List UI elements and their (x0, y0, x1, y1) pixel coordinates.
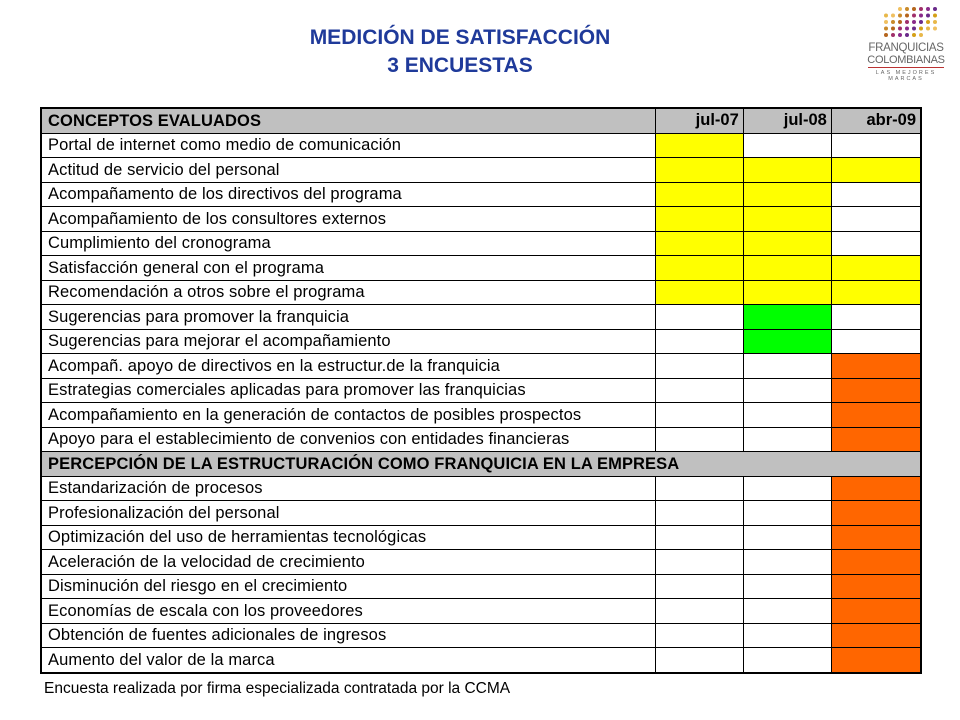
rating-cell-3 (831, 231, 920, 256)
rating-cell-3 (831, 403, 920, 428)
concept-label: Economías de escala con los proveedores (42, 599, 656, 624)
rating-cell-3 (831, 648, 920, 673)
rating-cell-2 (743, 158, 831, 183)
concept-label: Recomendación a otros sobre el programa (42, 280, 656, 305)
rating-cell-2 (743, 231, 831, 256)
rating-cell-1 (655, 329, 743, 354)
logo-name-line-1: FRANQUICIAS (868, 42, 944, 54)
table-row (42, 403, 921, 428)
rating-cell-2 (743, 378, 831, 403)
table-row (42, 305, 921, 330)
logo-dot (884, 14, 888, 18)
table-row (42, 354, 921, 379)
rating-cell-1 (655, 550, 743, 575)
rating-cell-2 (743, 476, 831, 501)
table-row (42, 623, 921, 648)
rating-cell-2 (743, 354, 831, 379)
rating-cell-3 (831, 305, 920, 330)
rating-cell-2 (743, 550, 831, 575)
logo-dot (912, 14, 916, 18)
table-row (42, 574, 921, 599)
rating-cell-3 (831, 207, 920, 232)
title-line-1: MEDICIÓN DE SATISFACCIÓN (309, 26, 611, 49)
table-row (42, 378, 921, 403)
table-row (42, 550, 921, 575)
rating-cell-1 (655, 207, 743, 232)
logo-dot (905, 20, 909, 24)
rating-cell-1 (655, 403, 743, 428)
logo-dot (912, 7, 916, 11)
rating-cell-3 (831, 501, 920, 526)
concept-label: Sugerencias para promover la franquicia (42, 305, 656, 330)
rating-cell-3 (831, 256, 920, 281)
footnote: Encuesta realizada por firma especializada contratada por la CCMA (44, 680, 511, 697)
concept-label: Aceleración de la velocidad de crecimiento (42, 550, 656, 575)
rating-cell-1 (655, 158, 743, 183)
logo-name-line-2: COLOMBIANAS (867, 54, 945, 66)
logo-dot (884, 33, 888, 37)
rating-cell-3 (831, 158, 920, 183)
logo-dot (905, 27, 909, 31)
rating-cell-1 (655, 354, 743, 379)
concept-label: Cumplimiento del cronograma (42, 231, 656, 256)
rating-cell-1 (655, 280, 743, 305)
logo-dot (919, 7, 923, 11)
rating-cell-1 (655, 648, 743, 673)
logo-dot (926, 20, 930, 24)
logo-dot (933, 27, 937, 31)
logo-dot (919, 33, 923, 37)
logo-dot (919, 14, 923, 18)
logo-dot (905, 7, 909, 11)
rating-cell-3 (831, 329, 920, 354)
rating-cell-2 (743, 305, 831, 330)
logo-dot (898, 27, 902, 31)
table-row (42, 501, 921, 526)
logo-dot (933, 14, 937, 18)
logo-dot (891, 20, 895, 24)
rating-cell-2 (743, 329, 831, 354)
rating-cell-3 (831, 623, 920, 648)
concept-label: Acompañamento de los directivos del programa (42, 182, 656, 207)
table-row (42, 427, 921, 452)
header-period-2: jul-08 (743, 109, 831, 134)
rating-cell-2 (743, 207, 831, 232)
rating-cell-2 (743, 427, 831, 452)
rating-cell-3 (831, 599, 920, 624)
rating-cell-2 (743, 599, 831, 624)
rating-cell-2 (743, 133, 831, 158)
rating-cell-1 (655, 599, 743, 624)
logo-tagline: LAS MEJORES MARCAS (875, 70, 937, 82)
rating-cell-2 (743, 280, 831, 305)
concept-label: Aumento del valor de la marca (42, 648, 656, 673)
concept-label: Estrategias comerciales aplicadas para promover las franquicias (42, 378, 656, 403)
rating-cell-3 (831, 133, 920, 158)
section-2-header: PERCEPCIÓN DE LA ESTRUCTURACIÓN COMO FRANQUICIA EN LA EMPRESA (42, 452, 921, 477)
logo-dot (919, 20, 923, 24)
table-row (42, 207, 921, 232)
rating-cell-3 (831, 354, 920, 379)
rating-cell-2 (743, 574, 831, 599)
logo-dot (884, 27, 888, 31)
franquicias-colombianas-logo (860, 6, 952, 96)
concept-label: Optimización del uso de herramientas tecnológicas (42, 525, 656, 550)
logo-dot (905, 14, 909, 18)
concept-label: Acompañ. apoyo de directivos en la estructur.de la franquicia (42, 354, 656, 379)
table-row (42, 158, 921, 183)
logo-dot (891, 27, 895, 31)
logo-divider (868, 67, 944, 68)
logo-dot (926, 7, 930, 11)
concept-label: Acompañamiento de los consultores externos (42, 207, 656, 232)
logo-dot (905, 33, 909, 37)
rating-cell-1 (655, 305, 743, 330)
logo-dot (884, 20, 888, 24)
table-row (42, 648, 921, 673)
rating-cell-3 (831, 378, 920, 403)
table-header-row (42, 109, 921, 134)
rating-cell-3 (831, 476, 920, 501)
rating-cell-1 (655, 501, 743, 526)
concept-label: Profesionalización del personal (42, 501, 656, 526)
logo-dot (898, 14, 902, 18)
rating-cell-2 (743, 256, 831, 281)
concept-label: Apoyo para el establecimiento de convenios con entidades financieras (42, 427, 656, 452)
logo-dot (933, 7, 937, 11)
rating-cell-1 (655, 231, 743, 256)
rating-cell-2 (743, 623, 831, 648)
rating-cell-3 (831, 550, 920, 575)
table-row (42, 329, 921, 354)
rating-cell-1 (655, 623, 743, 648)
logo-dot (919, 27, 923, 31)
table-row (42, 476, 921, 501)
rating-cell-1 (655, 378, 743, 403)
table-row (42, 256, 921, 281)
header-period-1: jul-07 (655, 109, 743, 134)
table-row (42, 133, 921, 158)
rating-cell-1 (655, 427, 743, 452)
rating-cell-3 (831, 182, 920, 207)
rating-cell-1 (655, 476, 743, 501)
table-row (42, 525, 921, 550)
concept-label: Sugerencias para mejorar el acompañamiento (42, 329, 656, 354)
rating-cell-1 (655, 256, 743, 281)
logo-dot (891, 14, 895, 18)
concept-label: Obtención de fuentes adicionales de ingresos (42, 623, 656, 648)
table-row (42, 182, 921, 207)
logo-dot (898, 33, 902, 37)
header-period-3: abr-09 (831, 109, 920, 134)
rating-cell-2 (743, 648, 831, 673)
logo-dot (898, 7, 902, 11)
logo-dot (912, 20, 916, 24)
title-line-2: 3 ENCUESTAS (387, 54, 533, 77)
rating-cell-1 (655, 574, 743, 599)
rating-cell-3 (831, 280, 920, 305)
logo-dot (912, 33, 916, 37)
section-header-row (42, 452, 921, 477)
concept-label: Satisfacción general con el programa (42, 256, 656, 281)
concept-label: Acompañamiento en la generación de contactos de posibles prospectos (42, 403, 656, 428)
rating-cell-1 (655, 525, 743, 550)
rating-cell-1 (655, 182, 743, 207)
logo-dot (912, 27, 916, 31)
concept-label: Actitud de servicio del personal (42, 158, 656, 183)
rating-cell-3 (831, 574, 920, 599)
logo-dot (898, 20, 902, 24)
logo-dots-icon (882, 6, 942, 38)
rating-cell-2 (743, 525, 831, 550)
table-row (42, 599, 921, 624)
concept-label: Disminución del riesgo en el crecimiento (42, 574, 656, 599)
rating-cell-3 (831, 525, 920, 550)
logo-dot (926, 27, 930, 31)
rating-cell-2 (743, 403, 831, 428)
logo-dot (933, 20, 937, 24)
logo-dot (926, 14, 930, 18)
concept-label: Estandarización de procesos (42, 476, 656, 501)
logo-dot (891, 33, 895, 37)
header-concepts: CONCEPTOS EVALUADOS (42, 109, 656, 134)
rating-cell-2 (743, 501, 831, 526)
rating-cell-1 (655, 133, 743, 158)
table-row (42, 231, 921, 256)
rating-cell-2 (743, 182, 831, 207)
rating-cell-3 (831, 427, 920, 452)
table-row (42, 280, 921, 305)
concept-label: Portal de internet como medio de comunicación (42, 133, 656, 158)
satisfaction-table (40, 107, 922, 674)
